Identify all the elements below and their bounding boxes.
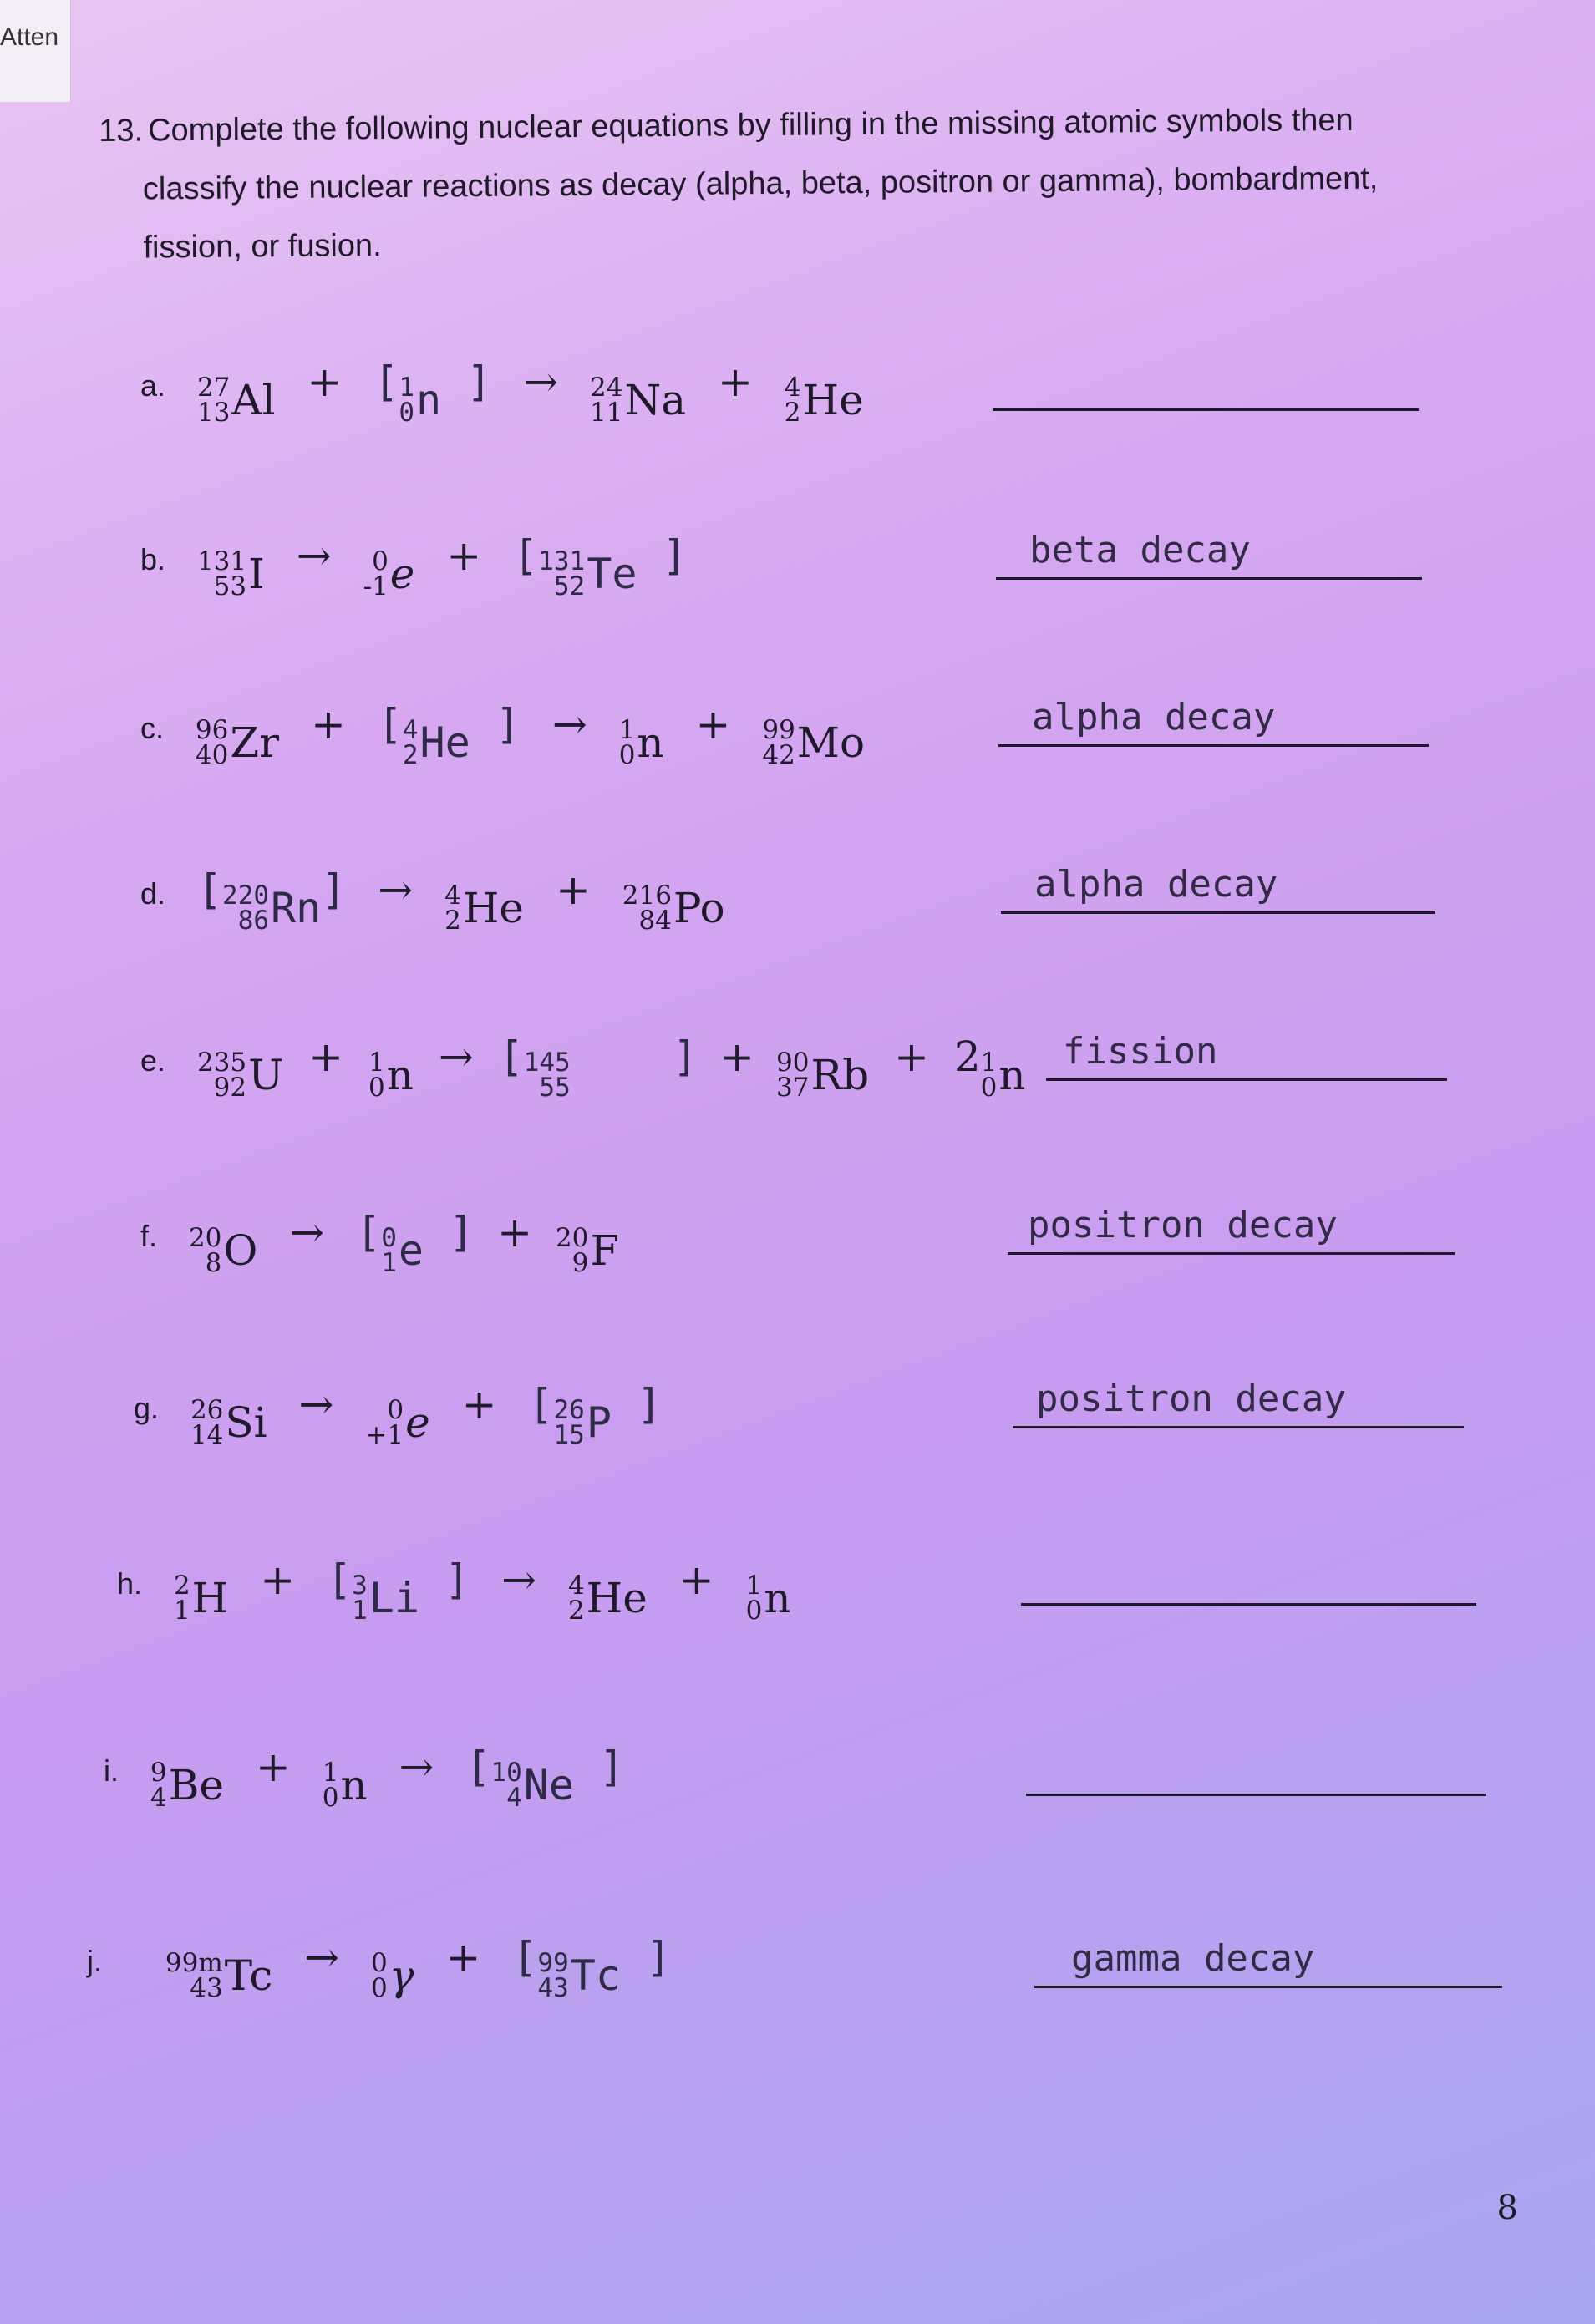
isotope-h: 2 1 H — [173, 1570, 229, 1626]
answer-line-g[interactable]: positron decay — [1013, 1377, 1464, 1428]
answer-line-j[interactable]: gamma decay — [1034, 1936, 1502, 1988]
handwritten-answer-c: [ 4 2 He ] — [377, 700, 521, 770]
neutron-coefficient: 2 — [953, 1033, 981, 1081]
particle-neutron: 1 0 n — [980, 1048, 1026, 1103]
particle-beta: 0 -1 e — [363, 546, 415, 601]
answer-line-b[interactable]: beta decay — [996, 528, 1422, 580]
question-text-1: Complete the following nuclear equations by filling in the missing atomic symbols then — [147, 102, 1354, 149]
equation-c: c. 96 40 Zr + [ 4 2 He ] → 1 0 n + 99 42 Mo — [140, 700, 866, 770]
isotope-po: 216 84 Po — [622, 880, 725, 936]
answer-line-i[interactable] — [1026, 1744, 1486, 1796]
equation-d: d. [ 220 86 Rn ] → 4 2 He + 216 84 Po — [140, 865, 725, 936]
question-line-2: classify the nuclear reactions as decay (alpha, beta, positron or gamma), bombardment, — [142, 160, 1379, 207]
handwritten-answer-f: [ 0 1 e ] — [356, 1208, 475, 1278]
handwritten-answer-i: [ 10 4 Ne ] — [465, 1743, 625, 1813]
isotope-i: 131 53 I — [196, 546, 265, 601]
isotope-he: 4 2 He — [567, 1570, 648, 1626]
handwritten-answer-d: [ 220 86 Rn ] — [196, 865, 347, 936]
handwritten-answer-a: [ 1 0 n ] — [373, 358, 492, 428]
equation-g: g. 26 14 Si → 0 +1 e + [ 26 15 P ] — [134, 1380, 663, 1450]
isotope-f: 20 9 F — [555, 1223, 620, 1278]
page-number: 8 — [1496, 2189, 1518, 2227]
equation-a: a. 27 13 Al + [ 1 0 n ] → 24 11 Na + 4 2 He — [140, 358, 864, 428]
handwritten-answer-b: [ 131 52 Te ] — [513, 531, 688, 601]
answer-line-a[interactable] — [993, 359, 1419, 411]
answer-line-c[interactable]: alpha decay — [998, 695, 1429, 747]
isotope-u: 235 92 U — [196, 1048, 284, 1103]
answer-line-h[interactable] — [1021, 1554, 1476, 1606]
isotope-tc-99m: 99m 43 Tc — [165, 1948, 273, 2003]
isotope-zr: 96 40 Zr — [195, 715, 280, 770]
eq-label: a. — [140, 368, 166, 403]
equation-j: j. 99m 43 Tc → 0 0 γ + [ 99 43 Tc ] — [87, 1933, 672, 2003]
equation-i: i. 9 4 Be + 1 0 n → [ 10 4 Ne ] — [104, 1743, 625, 1813]
particle-neutron: 1 0 n — [368, 1048, 414, 1103]
equation-f: f. 20 8 O → [ 0 1 e ] + 20 9 F — [140, 1208, 620, 1278]
isotope-mo: 99 42 Mo — [762, 715, 866, 770]
answer-line-d[interactable]: alpha decay — [1001, 862, 1435, 914]
isotope-he: 4 2 He — [784, 373, 864, 428]
equation-h: h. 2 1 H + [ 3 1 Li ] → 4 2 He + 1 0 n — [117, 1555, 791, 1626]
handwritten-answer-h: [ 3 1 Li ] — [327, 1555, 470, 1626]
question-number: 13. — [99, 113, 144, 149]
particle-gamma: 0 0 γ — [370, 1948, 414, 2003]
isotope-al: 27 13 Al — [196, 373, 276, 428]
question-line-3: fission, or fusion. — [143, 228, 382, 266]
particle-neutron: 1 0 n — [322, 1758, 368, 1813]
answer-line-e[interactable]: fission — [1046, 1029, 1447, 1081]
handwritten-answer-e: [ 145 55 ] — [498, 1033, 698, 1103]
question-13 — [99, 90, 1404, 277]
browser-tab-fragment: Atten — [0, 0, 71, 102]
handwritten-answer-g: [ 26 15 P ] — [528, 1380, 663, 1450]
isotope-si: 26 14 Si — [190, 1395, 267, 1450]
particle-neutron: 1 0 n — [618, 715, 664, 770]
isotope-rb: 90 37 Rb — [775, 1048, 870, 1103]
particle-neutron: 1 0 n — [745, 1570, 791, 1626]
answer-line-f[interactable]: positron decay — [1008, 1203, 1455, 1255]
equation-b: b. 131 53 I → 0 -1 e + [ 131 52 Te ] — [140, 531, 688, 601]
particle-positron: 0 +1 e — [365, 1395, 430, 1450]
isotope-o: 20 8 O — [188, 1223, 258, 1278]
isotope-he: 4 2 He — [444, 880, 525, 936]
isotope-na: 24 11 Na — [590, 373, 687, 428]
equation-e: e. 235 92 U + 1 0 n → [ 145 55 ] + 90 37 Rb + 2 1 0 n — [140, 1033, 1026, 1103]
isotope-be: 9 4 Be — [150, 1758, 224, 1813]
handwritten-answer-j: [ 99 43 Tc ] — [512, 1933, 672, 2003]
